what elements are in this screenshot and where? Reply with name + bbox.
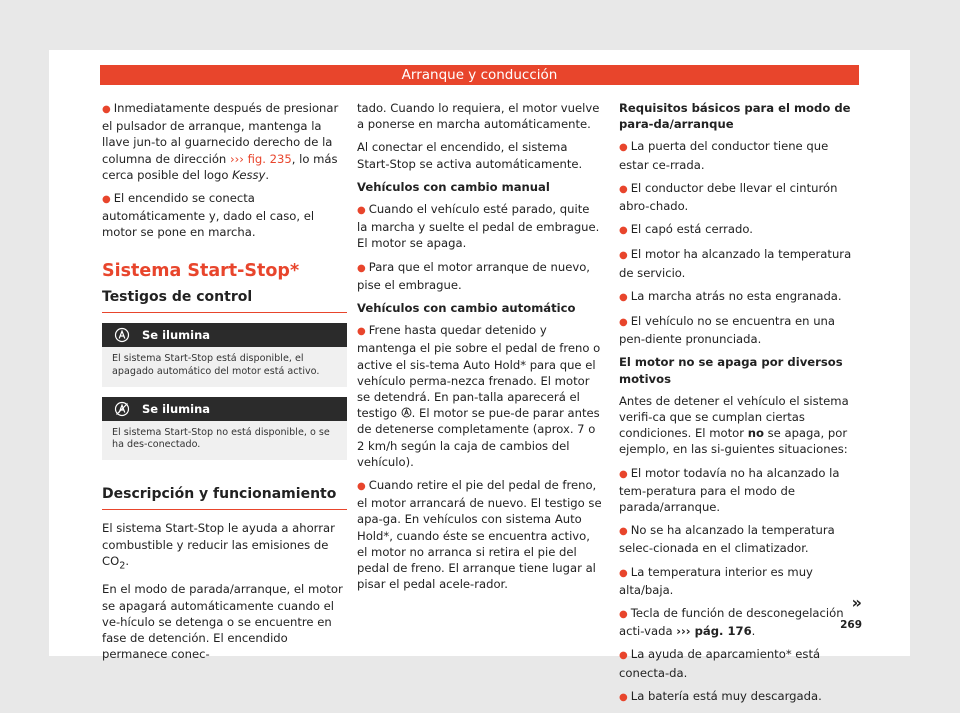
bullet-icon: ● [357, 262, 366, 274]
bullet-icon: ● [619, 250, 628, 262]
page-number: 269 [840, 619, 862, 631]
bullet-key-position: ● Inmediatamente después de presionar el pulsador de arranque, mantenga la llave jun-to al guarnecido derecho de la columna de dirección ››› fig. 235, lo más cerca posible del logo Kessy. [102, 101, 339, 182]
list-item: ● No se ha alcanzado la temperatura selec-cionada en el climatizador. [619, 523, 835, 556]
list-item: ● El vehículo no se encuentra en una pen-diente pronunciada. [619, 314, 835, 347]
bullet-icon: ● [102, 104, 111, 115]
bullet-icon: ● [357, 205, 366, 217]
indicator-text: El sistema Start-Stop está disponible, el apagado automático del motor está activo. [112, 353, 320, 377]
indicator-title: Se ilumina [142, 401, 211, 416]
section-title: Sistema Start-Stop* [102, 260, 300, 281]
start-stop-a-icon [102, 327, 142, 343]
column-left [102, 100, 347, 669]
list-item: ● La marcha atrás no esta engranada. [619, 288, 842, 303]
heading-no-stop: El motor no se apaga por diversos motivos [619, 355, 843, 386]
start-stop-a-icon [401, 406, 412, 420]
list-item: ● La batería está muy descargada. [619, 688, 822, 703]
column-middle [357, 100, 603, 599]
indicator-text: El sistema Start-Stop no está disponible, o se ha des-conectado. [112, 426, 330, 451]
bullet-auto-start: ● Cuando retire el pie del pedal de freno, el motor arrancará de nuevo. El testigo se apa-ga. En vehículos con sistema Auto Hold*, cuando éste se encuentra activo, el motor no arranca si retira el pie del pedal de freno. El arranque tiene lugar al pisar el pedal acele-rador. [357, 478, 602, 592]
bullet-icon: ● [619, 291, 628, 303]
list-item: ● El capó está cerrado. [619, 222, 753, 237]
bullet-icon: ● [357, 326, 366, 338]
bullet-manual-stop: ● Cuando el vehículo esté parado, quite la marcha y suelte el pedal de embrague. El motor se apaga. [357, 202, 600, 251]
start-stop-a-crossed-icon [102, 401, 142, 417]
subsection-control-lights: Testigos de control [102, 289, 347, 313]
heading-manual: Vehículos con cambio manual [357, 179, 550, 194]
bullet-icon: ● [102, 194, 111, 206]
paragraph-restart: tado. Cuando lo requiera, el motor vuelve a ponerse en marcha automáticamente. [357, 101, 600, 132]
bullet-icon: ● [357, 481, 366, 493]
bullet-icon: ● [619, 650, 628, 662]
bullet-icon: ● [619, 526, 628, 538]
indicator-title: Se ilumina [142, 327, 211, 342]
paragraph-co2: El sistema Start-Stop le ayuda a ahorrar combustible y reducir las emisiones de $CO_2$. [102, 521, 335, 572]
chapter-header: Arranque y conducción [100, 65, 859, 85]
fig-link[interactable]: ››› fig. 235 [229, 151, 292, 166]
continue-arrow-icon: » [851, 593, 862, 612]
subsection-description: Descripción y funcionamiento [102, 486, 347, 510]
bullet-auto-stop: ● Frene hasta quedar detenido y mantenga el pie sobre el pedal de freno o active el sis-tema Auto Hold* para que el vehículo perma-nezca frenado. El motor se detendrá. En pan-talla aparecerá el testigo . El motor se pue-de parar antes de detenerse completamente (aprox. 7 o 2 km/h según la caja de cambios del vehículo). [357, 323, 601, 469]
bullet-icon: ● [619, 609, 628, 621]
bullet-icon: ● [619, 183, 628, 195]
paragraph-activation: Al conectar el encendido, el sistema Start-Stop se activa automáticamente. [357, 140, 583, 171]
bullet-icon: ● [619, 142, 628, 154]
list-item: ● El motor ha alcanzado la temperatura de servicio. [619, 247, 852, 280]
indicator-box-available [102, 323, 347, 387]
bullet-manual-start: ● Para que el motor arranque de nuevo, pise el embrague. [357, 259, 590, 292]
manual-page [49, 50, 910, 703]
bullet-icon: ● [619, 317, 628, 329]
list-item: ● El motor todavía no ha alcanzado la tem-peratura para el modo de parada/arranque. [619, 465, 840, 515]
list-item: ● Tecla de función de desconegelación acti-vada ››› pág. 176. [619, 606, 844, 639]
bullet-icon: ● [619, 567, 628, 579]
paragraph-conditions: Antes de detener el vehículo el sistema verifi-ca que se cumplan ciertas condiciones. El motor no se apaga, por ejemplo, en las si-guientes situaciones: [619, 393, 849, 457]
list-item: ● La puerta del conductor tiene que estar ce-rrada. [619, 139, 829, 172]
bullet-icon: ● [619, 468, 628, 480]
indicator-box-unavailable [102, 397, 347, 461]
column-right [619, 100, 859, 713]
page-link[interactable]: ››› pág. 176 [676, 624, 752, 639]
list-item: ● La ayuda de aparcamiento* está conecta-da. [619, 647, 821, 680]
paragraph-mode: En el modo de parada/arranque, el motor se apagará automáticamente cuando el ve-hículo se detenga o se encuentre en fase de detención. El encendido permanece conec- [102, 582, 343, 662]
list-item: ● La temperatura interior es muy alta/baja. [619, 564, 813, 597]
bullet-ignition: ● El encendido se conecta automáticamente y, dado el caso, el motor se pone en marcha. [102, 191, 315, 240]
bullet-icon: ● [619, 691, 628, 703]
heading-automatic: Vehículos con cambio automático [357, 301, 576, 316]
heading-requirements: Requisitos básicos para el modo de para-da/arranque [619, 101, 851, 132]
bullet-icon: ● [619, 225, 628, 237]
list-item: ● El conductor debe llevar el cinturón abro-chado. [619, 180, 838, 214]
